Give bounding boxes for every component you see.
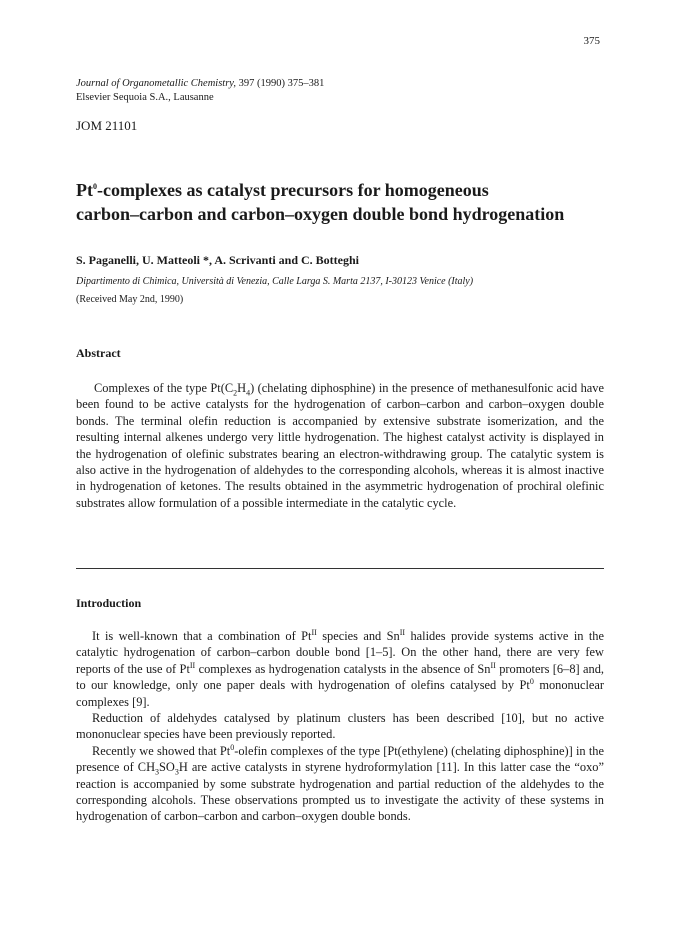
p3-seg: SO [159,760,175,775]
p3-seg: -olefin complexes of the type [Pt(ethylene) (chelating diphosphine)] in the presence of CH [76,743,604,775]
introduction-heading: Introduction [76,596,142,610]
p3-seg: H are active catalysts in styrene hydroformylation [11]. In this latter case the “oxo” reaction is accompanied by some substrate hydrogenation and partial reduction of the aldehydes to the corresponding alcohols. These observations prompted us to investigate the activity of these systems in hydrogenation of carbon–carbon and carbon–oxygen double bonds. [76,760,604,824]
journal-name: Journal of Organometallic Chemistry, [76,78,237,89]
title-line-2: carbon–carbon and carbon–oxygen double bond hydrogenation [76,204,565,224]
journal-citation [76,77,324,91]
p3-sub: 3 [155,767,160,777]
jom-id: JOM 21101 [76,118,138,133]
publisher: Elsevier Sequoia S.A., Lausanne [76,92,214,103]
authors: S. Paganelli, U. Matteoli *, A. Scrivanti and C. Botteghi [76,253,359,267]
p1-seg: mononuclear complexes [9]. [76,678,605,709]
p1-seg: It is well-known that a combination of Pt [92,629,312,643]
received-date: (Received May 2nd, 1990) [76,294,184,305]
section-divider [76,568,604,569]
page-number: 375 [583,35,600,47]
affiliation: Dipartimento di Chimica, Università di Venezia, Calle Larga S. Marta 2137, I-30123 Venice (Italy) [76,276,474,287]
abstract-seg: ) (chelating diphosphine) in the presence of methanesulfonic acid have been found to be active catalysts for the hydrogenation of carbon–carbon and carbon–oxygen double bonds. The terminal olefin reduction is accompanied by extensive substrate isomerization, and the resulting internal alkenes undergo very little hydrogenation. The highest catalyst activity is displayed in the hydrogenation of olefinic substrates bearing an electron-withdrawing group. The catalytic system is also active in the hydrogenation of aldehydes to the corresponding alcohols, whereas it is almost inactive in hydrogenation of ketones. The results obtained in the asymmetric hydrogenation of prochiral olefinic substrates allow formulation of a possible intermediate in the catalytic cycle. [76,381,604,510]
p1-seg: promoters [6–8] and, to our knowledge, only one paper deals with hydrogenation of olefins catalysed by Pt [76,661,605,693]
title-line-1 [76,178,616,202]
abstract-text [76,380,604,511]
journal-volume-pages: 397 (1990) 375–381 [236,78,325,89]
title-pt: Pt [76,180,93,200]
abstract-sub: 4 [246,388,251,398]
p1-seg: halides provide systems active in the catalytic hydrogenation of carbon–carbon double bond [1–5]. On the other hand, there are very few reports of the use of Pt [76,629,604,676]
abstract-sub: 2 [233,388,238,398]
p3-sub: 3 [174,767,179,777]
abstract-heading: Abstract [76,346,121,360]
abstract-seg: H [237,381,247,395]
p3-sup: 0 [230,742,235,752]
introduction-body [76,628,604,825]
intro-paragraph-2: Reduction of aldehydes catalysed by platinum clusters has been described [10], but no active mononuclear species have been previously reported. [76,711,604,742]
abstract-seg: Complexes of the type Pt(C [94,381,234,395]
journal-info [76,77,324,105]
article-title [76,178,616,226]
p1-sup: II [399,627,406,637]
p3-seg: Recently we showed that Pt [92,743,231,758]
p1-sup: II [189,660,196,670]
p1-sup: II [490,660,496,670]
title-superscript: 0 [93,182,97,191]
p1-sup: 0 [529,677,534,687]
title-line-1-rest: -complexes as catalyst precursors for homogeneous [97,180,489,200]
intro-paragraph-3 [76,743,604,825]
p1-seg: complexes as hydrogenation catalysts in the absence of Sn [195,661,491,676]
p1-sup: II [311,627,317,637]
p1-seg: species and Sn [316,629,400,643]
intro-paragraph-1 [76,628,604,710]
